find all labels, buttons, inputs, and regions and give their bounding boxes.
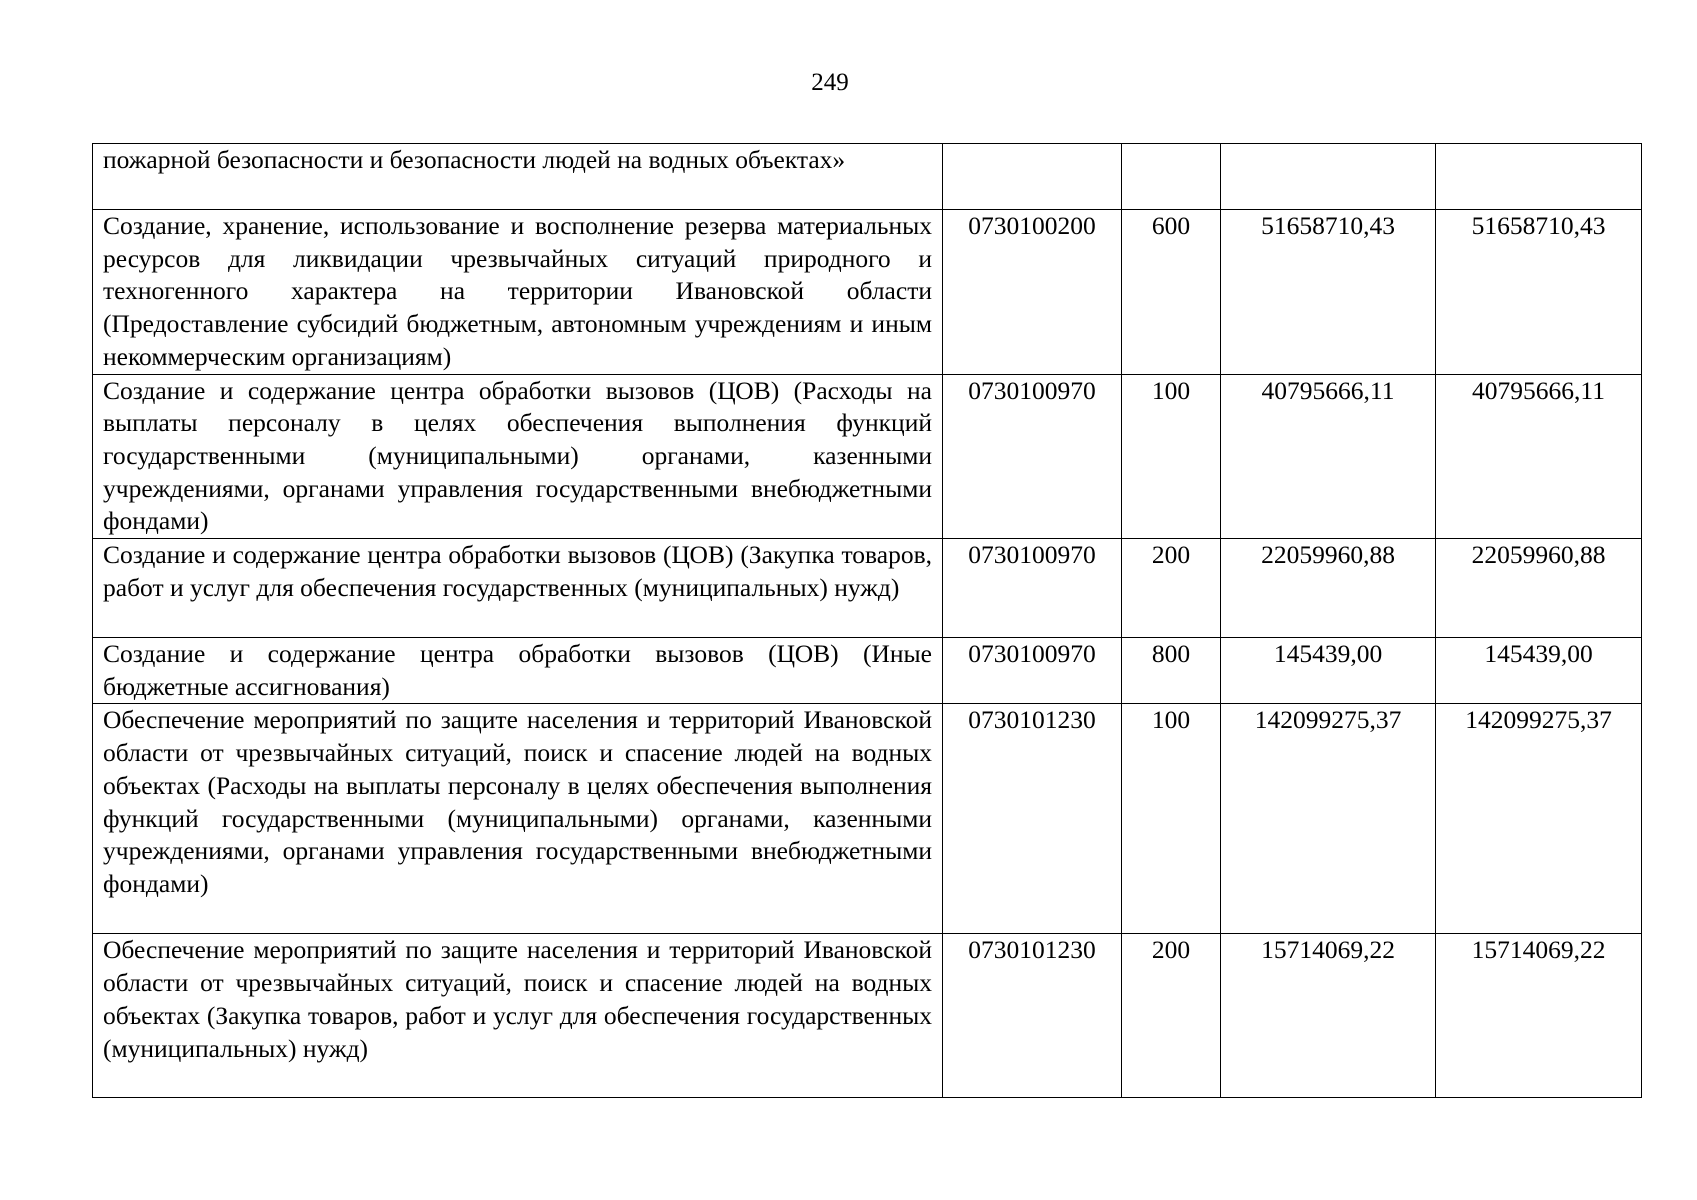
table-row — [93, 539, 1642, 638]
table-row — [93, 374, 1642, 539]
row-sum1-cell: 40795666,11 — [1221, 374, 1436, 539]
row-sum2-cell: 142099275,37 — [1436, 704, 1642, 934]
row-name-cell: Обеспечение мероприятий по защите населения и территорий Ивановской области от чрезвычайных ситуаций, поиск и спасение людей на водных объектах (Закупка товаров, работ и услуг для обеспечения государственных (муниципальных) нужд) — [93, 934, 943, 1098]
row-sum2-cell: 22059960,88 — [1436, 539, 1642, 638]
row-sum1-cell: 51658710,43 — [1221, 210, 1436, 375]
table-row — [93, 210, 1642, 375]
row-type-cell: 100 — [1122, 374, 1221, 539]
page-number: 249 — [811, 69, 849, 96]
row-name-cell: Создание, хранение, использование и восполнение резерва материальных ресурсов для ликвидации чрезвычайных ситуаций природного и техногенного характера на территории Ивановской области (Предоставление субсидий бюджетным, автономным учреждениям и иным некоммерческим организациям) — [93, 210, 943, 375]
row-sum2-cell: 145439,00 — [1436, 638, 1642, 704]
table-row — [93, 144, 1642, 210]
row-name-cell: Обеспечение мероприятий по защите населения и территорий Ивановской области от чрезвычайных ситуаций, поиск и спасение людей на водных объектах (Расходы на выплаты персоналу в целях обеспечения выполнения функций государственными (муниципальными) органами, казенными учреждениями, органами управления государственными внебюджетными фондами) — [93, 704, 943, 934]
row-type-cell: 600 — [1122, 210, 1221, 375]
row-code-cell: 0730100200 — [943, 210, 1122, 375]
row-type-cell — [1122, 144, 1221, 210]
row-sum2-cell: 15714069,22 — [1436, 934, 1642, 1098]
row-sum2-cell: 40795666,11 — [1436, 374, 1642, 539]
table-row — [93, 704, 1642, 934]
table-row — [93, 934, 1642, 1098]
budget-table — [92, 143, 1642, 1098]
row-name-cell: Создание и содержание центра обработки вызовов (ЦОВ) (Закупка товаров, работ и услуг для обеспечения государственных (муниципальных) нужд) — [93, 539, 943, 638]
row-code-cell — [943, 144, 1122, 210]
row-sum1-cell: 145439,00 — [1221, 638, 1436, 704]
row-type-cell: 800 — [1122, 638, 1221, 704]
row-code-cell: 0730100970 — [943, 539, 1122, 638]
row-name-cell: Создание и содержание центра обработки вызовов (ЦОВ) (Расходы на выплаты персоналу в целях обеспечения выполнения функций государственными (муниципальными) органами, казенными учреждениями, органами управления государственными внебюджетными фондами) — [93, 374, 943, 539]
row-type-cell: 100 — [1122, 704, 1221, 934]
row-sum2-cell: 51658710,43 — [1436, 210, 1642, 375]
row-code-cell: 0730101230 — [943, 704, 1122, 934]
row-sum1-cell: 142099275,37 — [1221, 704, 1436, 934]
row-code-cell: 0730100970 — [943, 374, 1122, 539]
row-name-cell: пожарной безопасности и безопасности людей на водных объектах» — [93, 144, 943, 210]
row-sum1-cell — [1221, 144, 1436, 210]
table-row — [93, 638, 1642, 704]
row-type-cell: 200 — [1122, 539, 1221, 638]
row-name-cell: Создание и содержание центра обработки вызовов (ЦОВ) (Иные бюджетные ассигнования) — [93, 638, 943, 704]
row-type-cell: 200 — [1122, 934, 1221, 1098]
row-code-cell: 0730100970 — [943, 638, 1122, 704]
row-sum2-cell — [1436, 144, 1642, 210]
row-sum1-cell: 15714069,22 — [1221, 934, 1436, 1098]
row-sum1-cell: 22059960,88 — [1221, 539, 1436, 638]
row-code-cell: 0730101230 — [943, 934, 1122, 1098]
